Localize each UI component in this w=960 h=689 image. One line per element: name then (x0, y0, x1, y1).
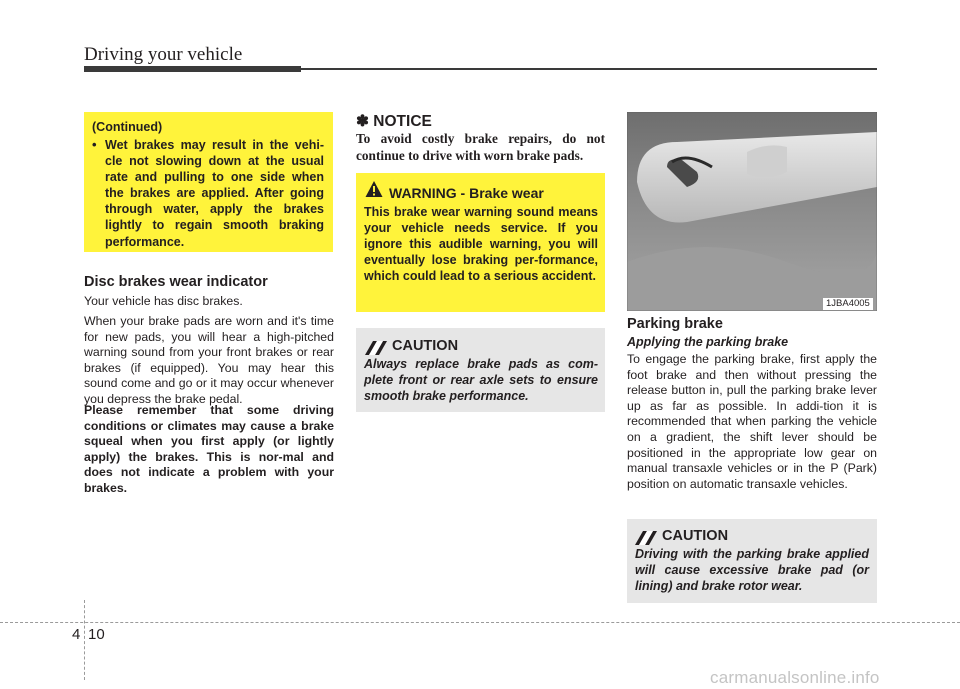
caution-title-1: CAUTION (392, 338, 459, 354)
applying-parking-brake-subheading: Applying the parking brake (627, 335, 789, 349)
photo-code-label: 1JBA4005 (823, 298, 873, 310)
footer-dashed-divider (84, 600, 85, 680)
caution-title-2: CAUTION (662, 528, 729, 544)
notice-text: To avoid costly brake repairs, do not continue to drive with worn brake pads. (356, 131, 605, 163)
disc-brakes-para-2: When your brake pads are worn and it's time for new pads, you will hear a high-pitched warning sound from your front brakes or rear brakes (if equipped). You may hear this sound come and go or it may occur whenever you depress the brake pedal. (84, 314, 334, 406)
page-header-title: Driving your vehicle (84, 44, 243, 65)
header-rule-thin (301, 68, 877, 70)
parking-brake-photo (627, 112, 877, 311)
caution-text-2: Driving with the parking brake applied will cause excessive brake pad (or lining) and brake rotor wear. (635, 547, 869, 594)
disc-brakes-para-1: Your vehicle has disc brakes. (84, 294, 243, 308)
notice-title: ✽ NOTICE (356, 113, 432, 130)
bullet-dot: • (92, 137, 97, 152)
page-chapter-number: 4 (72, 626, 81, 643)
caution-text-1: Always replace brake pads as com-plete front or rear axle sets to ensure smooth brake performance. (364, 357, 598, 404)
parking-brake-text: To engage the parking brake, first apply the foot brake and then without pressing the release button in, pull the parking brake lever up as far as possible. In addi-tion it is recommended that when parking the vehicle on a gradient, the shift lever should be positioned in the appropriate low gear on manual transaxle vehicles or in the P (Park) position on automatic transaxle vehicles. (627, 352, 877, 491)
disc-brakes-para-3: Please remember that some driving conditions or climates may cause a brake squeal when you first apply (or lightly apply) the brakes. This is nor-mal and does not indicate a problem with your brakes. (84, 403, 334, 495)
warning-text: This brake wear warning sound means your vehicle needs service. If you ignore this audible warning, you will eventually lose braking per-formance, which could lead to a serious accident. (364, 205, 598, 284)
caution-slash-icon (635, 531, 657, 545)
header-rule-thick (84, 66, 301, 72)
footer-dashed-rule (0, 622, 960, 623)
page-number: 10 (88, 626, 105, 643)
continued-heading: (Continued) (92, 120, 163, 134)
parking-brake-heading: Parking brake (627, 316, 723, 332)
warning-title: WARNING - Brake wear (389, 185, 544, 201)
warning-triangle-icon (365, 180, 383, 198)
continued-text: Wet brakes may result in the vehi-cle not slowing down at the usual rate and pulling to one side when the brakes are applied. After going through water, apply the brakes lightly to regain smooth braking performance. (105, 138, 324, 249)
disc-brakes-heading: Disc brakes wear indicator (84, 274, 268, 290)
watermark: carmanualsonline.info (710, 668, 880, 687)
caution-slash-icon (365, 341, 387, 355)
